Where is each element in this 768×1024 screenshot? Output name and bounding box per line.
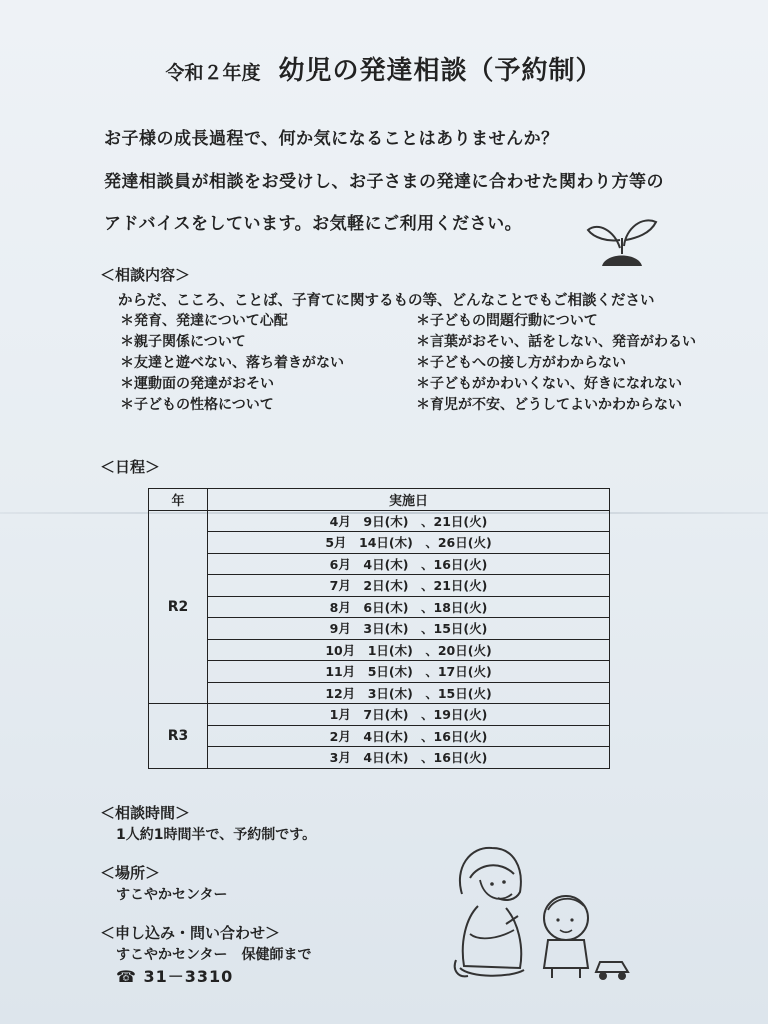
schedule-heading: ＜日程＞: [100, 458, 161, 476]
date-cell: 4月 9日(木) 、21日(火): [208, 510, 610, 532]
date-cell: 2月 4日(木) 、16日(火): [208, 725, 610, 747]
consult-lead: からだ、こころ、ことば、子育てに関するもの等、どんなことでもご相談ください: [118, 293, 655, 309]
place-text: すこやかセンター: [116, 887, 228, 903]
consult-item-right-4: ＊子どもがかわいくない、好きになれない: [416, 376, 682, 392]
table-row: [149, 596, 610, 618]
date-cell: 8月 6日(木) 、18日(火): [208, 596, 610, 618]
schedule-table: [148, 488, 610, 769]
schedule-header-row: [149, 489, 610, 511]
contact-heading: ＜申し込み・問い合わせ＞: [100, 924, 281, 942]
place-heading: ＜場所＞: [100, 864, 161, 882]
table-row: [149, 661, 610, 683]
time-heading: ＜相談時間＞: [100, 804, 191, 822]
schedule-col-year: 年: [149, 489, 208, 511]
date-cell: 10月 1日(木) 、20日(火): [208, 639, 610, 661]
year-cell-r3: R3: [149, 704, 208, 769]
date-cell: 12月 3日(木) 、15日(火): [208, 682, 610, 704]
consult-item-right-3: ＊子どもへの接し方がわからない: [416, 355, 626, 371]
title-main: 幼児の発達相談（予約制）: [278, 56, 603, 86]
contact-phone: ☎ 31－3310: [116, 967, 234, 986]
date-cell: 3月 4日(木) 、16日(火): [208, 747, 610, 769]
date-cell: 11月 5日(木) 、17日(火): [208, 661, 610, 683]
intro-line-2: 発達相談員が相談をお受けし、お子さまの発達に合わせた関わり方等の: [104, 172, 664, 192]
table-row: [149, 575, 610, 597]
mother-child-illustration: [440, 838, 640, 988]
table-row: [149, 618, 610, 640]
time-text: 1人約1時間半で、予約制です。: [116, 827, 317, 843]
table-row: [149, 725, 610, 747]
date-cell: 9月 3日(木) 、15日(火): [208, 618, 610, 640]
intro-line-3: アドバイスをしています。お気軽にご利用ください。: [104, 214, 523, 234]
consult-item-right-1: ＊子どもの問題行動について: [416, 313, 598, 329]
consult-heading: ＜相談内容＞: [100, 266, 191, 284]
table-row: [149, 553, 610, 575]
consult-item-left-1: ＊発育、発達について心配: [120, 313, 288, 329]
consult-item-right-2: ＊言葉がおそい、話をしない、発音がわるい: [416, 334, 696, 350]
consult-item-left-4: ＊運動面の発達がおそい: [120, 376, 274, 392]
consult-item-left-5: ＊子どもの性格について: [120, 397, 274, 413]
table-row: [149, 747, 610, 769]
year-cell-r2: R2: [149, 510, 208, 704]
table-row: [149, 532, 610, 554]
consult-item-left-2: ＊親子関係について: [120, 334, 246, 350]
page-title: [0, 50, 768, 87]
date-cell: 6月 4日(木) 、16日(火): [208, 553, 610, 575]
table-row: [149, 639, 610, 661]
table-row: [149, 704, 610, 726]
schedule-col-date: 実施日: [208, 489, 610, 511]
contact-text: すこやかセンター 保健師まで: [116, 947, 312, 963]
consult-item-left-3: ＊友達と遊べない、落ち着きがない: [120, 355, 344, 371]
date-cell: 7月 2日(木) 、21日(火): [208, 575, 610, 597]
table-row: [149, 510, 610, 532]
date-cell: 1月 7日(木) 、19日(火): [208, 704, 610, 726]
title-era: 令和２年度: [165, 62, 261, 84]
intro-line-1: お子様の成長過程で、何か気になることはありませんか？: [104, 129, 559, 149]
date-cell: 5月 14日(木) 、26日(火): [208, 532, 610, 554]
sprout-icon: [584, 208, 662, 272]
consult-item-right-5: ＊育児が不安、どうしてよいかわからない: [416, 397, 682, 413]
table-row: [149, 682, 610, 704]
